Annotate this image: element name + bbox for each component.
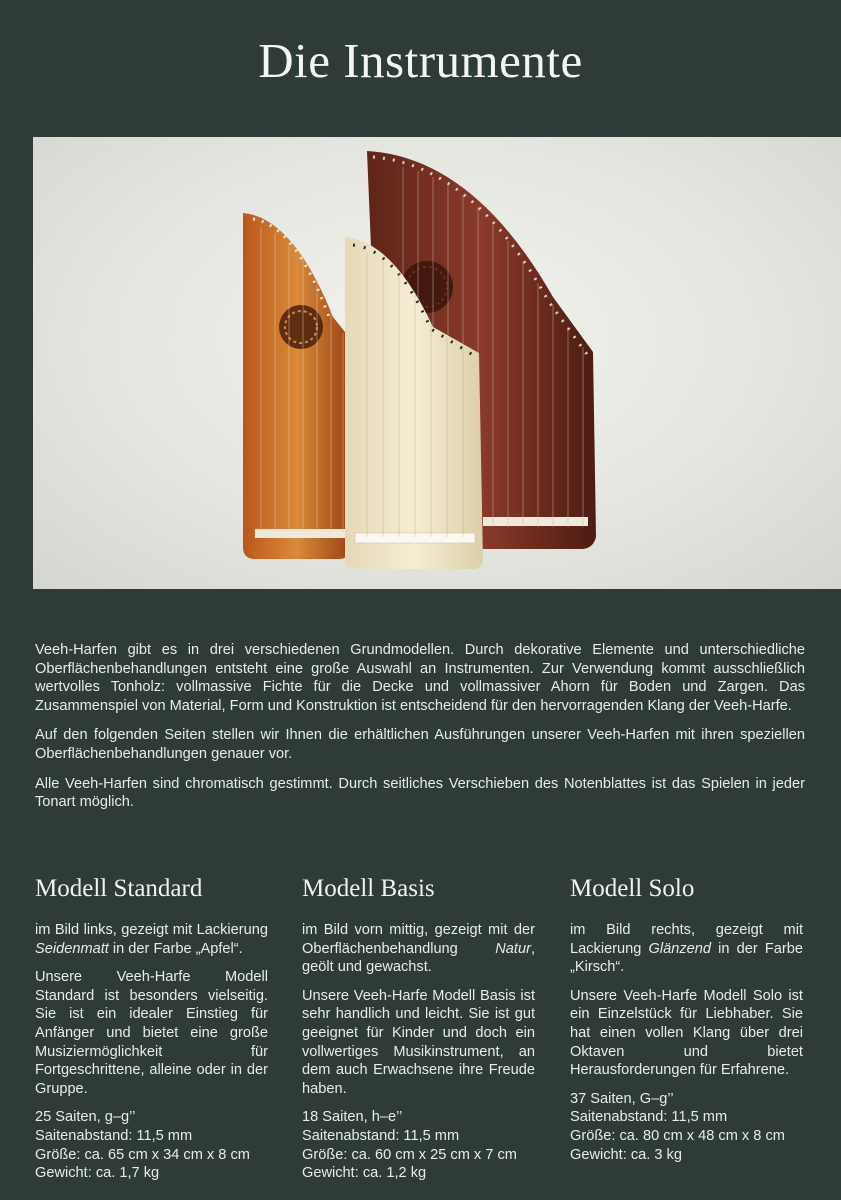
model-caption: im Bild vorn mittig, gezeigt mit der Oberflächenbehandlung Natur, geölt und gewachst. xyxy=(302,922,535,976)
model-caption: im Bild rechts, gezeigt mit Lackierung Glänzend in der Farbe „Kirsch“. xyxy=(570,922,803,976)
model-solo-column xyxy=(570,874,803,1164)
spec-size: Größe: ca. 65 cm x 34 cm x 8 cm xyxy=(35,1146,250,1163)
model-specs xyxy=(570,1090,803,1164)
spec-weight: Gewicht: ca. 1,7 kg xyxy=(35,1165,160,1182)
spec-spacing: Saitenabstand: 11,5 mm xyxy=(35,1127,193,1144)
model-heading: Modell Solo xyxy=(570,875,695,902)
harp-standard xyxy=(243,213,351,559)
intro-paragraph: Alle Veeh-Harfen sind chromatisch gestimmt. Durch seitliches Verschieben des Notenblattes ist das Spielen in jeder Tonart möglich. xyxy=(35,775,805,811)
model-heading: Modell Standard xyxy=(35,875,203,902)
spec-size: Größe: ca. 60 cm x 25 cm x 7 cm xyxy=(302,1146,517,1163)
intro-paragraph: Auf den folgenden Seiten stellen wir Ihnen die erhältlichen Ausführungen unserer Veeh-Harfen mit ihren speziellen Oberflächenbehandlungen genauer vor. xyxy=(35,727,805,762)
spec-strings: 18 Saiten, h–e’’ xyxy=(302,1109,403,1126)
model-specs xyxy=(35,1108,268,1182)
model-specs xyxy=(302,1108,535,1182)
spec-size: Größe: ca. 80 cm x 48 cm x 8 cm xyxy=(570,1127,785,1144)
model-description: Unsere Veeh-Harfe Modell Solo ist ein Einzelstück für Liebhaber. Sie hat einen vollen Klang über drei Oktaven und bietet Herausforderungen für Erfahrene. xyxy=(570,987,803,1079)
intro-text xyxy=(35,641,805,823)
spec-strings: 37 Saiten, G–g’’ xyxy=(570,1090,674,1107)
spec-weight: Gewicht: ca. 3 kg xyxy=(570,1146,682,1163)
model-heading: Modell Basis xyxy=(302,875,435,902)
spec-strings: 25 Saiten, g–g’’ xyxy=(35,1109,136,1126)
spec-spacing: Saitenabstand: 11,5 mm xyxy=(302,1127,460,1144)
spec-spacing: Saitenabstand: 11,5 mm xyxy=(570,1109,728,1126)
model-description: Unsere Veeh-Harfe Modell Standard ist besonders vielseitig. Sie ist ein idealer Einstieg für Anfänger und bietet eine große Musiziermöglichkeit für Fortgeschrittene, alleine oder in der Gruppe. xyxy=(35,969,268,1097)
intro-paragraph: Veeh-Harfen gibt es in drei verschiedenen Grundmodellen. Durch dekorative Elemente und unterschiedliche Oberflächenbehandlungen entsteht eine große Auswahl an Instrumenten. Zur Verwendung kommt ausschließlich wertvolles Tonholz: vollmassive Fichte für die Decke und vollmassiver Ahorn für Boden und Zargen. Das Zusammenspiel von Material, Form und Konstruktion ist entscheidend für den hervorragenden Klang der Veeh-Harfe. xyxy=(35,642,805,714)
instruments-photo xyxy=(33,137,841,589)
model-description: Unsere Veeh-Harfe Modell Basis ist sehr handlich und leicht. Sie ist gut geeignet für Kinder und doch ein vollwertiges Musikinstrument, an dem auch Erwachsene ihre Freude haben. xyxy=(302,987,535,1097)
spec-weight: Gewicht: ca. 1,2 kg xyxy=(302,1165,427,1182)
page-title: Die Instrumente xyxy=(258,33,583,88)
model-caption: im Bild links, gezeigt mit Lackierung Seidenmatt in der Farbe „Apfel“. xyxy=(35,922,268,957)
model-standard-column xyxy=(35,874,268,1183)
model-basis-column xyxy=(302,874,535,1183)
